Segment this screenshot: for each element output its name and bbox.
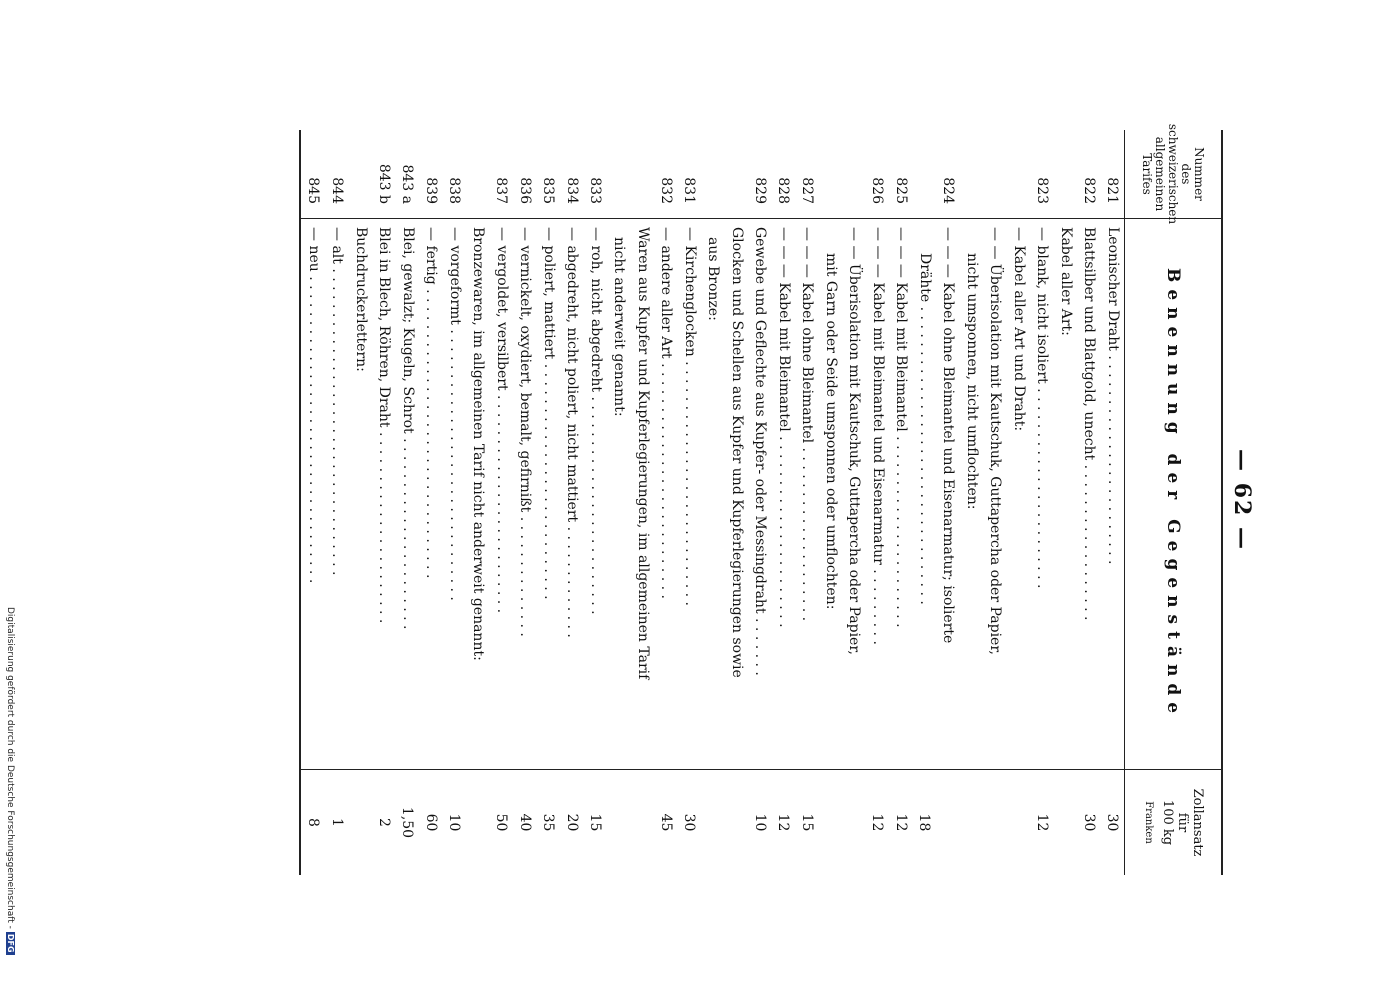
row-description: Glocken und Schellen aus Kupfer und Kupferlegierungen sowie: [725, 218, 749, 770]
row-rate: 15: [587, 813, 604, 832]
row-number: 835: [540, 177, 557, 204]
row-rate: 10: [446, 813, 463, 832]
row-description: — — — Kabel mit Bleimantel . . . . . . . . . . . . . . . . . . . . . .: [889, 218, 913, 770]
table-row: [748, 130, 772, 875]
row-description: — blank, nicht isoliert . . . . . . . . . . . . . . . . . . . . . . .: [1030, 218, 1054, 770]
table-row: [889, 130, 913, 875]
row-number: 831: [681, 177, 698, 204]
row-number: 825: [892, 177, 909, 204]
row-number: 821: [1104, 177, 1121, 204]
row-rate: 20: [563, 813, 580, 832]
table-row: [1030, 130, 1054, 875]
table-row: [866, 130, 890, 875]
dfg-logo: DFG: [6, 933, 15, 953]
row-description: — — — Kabel mit Bleimantel und Eisenarmatur . . . . . . . . .: [866, 218, 890, 770]
row-number: 827: [798, 177, 815, 204]
table-row: [960, 130, 984, 875]
row-description: Leonischer Draht . . . . . . . . . . . . . . . . . . . . . . . .: [1101, 218, 1125, 770]
table-header: [1124, 123, 1221, 875]
row-rate: 45: [657, 813, 674, 832]
row-description: aus Bronze:: [701, 218, 725, 770]
table-row: [772, 130, 796, 875]
row-description: Blei in Blech, Röhren, Draht . . . . . . . . . . . . . . . . . . . . . .: [372, 218, 396, 770]
row-number: 829: [751, 177, 768, 204]
table-row: [325, 130, 349, 875]
header-rate-column: Zollansatz für 100 kg Franken: [1143, 788, 1205, 857]
row-description: — — — Kabel ohne Bleimantel und Eisenarmatur; isolierte: [936, 218, 960, 770]
table-row: [1077, 130, 1101, 875]
table-row: [701, 130, 725, 875]
row-rate: 1,50: [399, 806, 416, 839]
row-description: — — Überisolation mit Kautschuk, Guttapercha oder Papier,: [983, 218, 1007, 770]
row-description: nicht umsponnen, nicht umflochten:: [960, 218, 984, 770]
row-number: 826: [869, 177, 886, 204]
table-row: [678, 130, 702, 875]
page-number: — 62 —: [1229, 449, 1255, 551]
table-row: [513, 130, 537, 875]
row-description: — roh, nicht abgedreht . . . . . . . . . . . . . . . . . . . . . . . . .: [584, 218, 608, 770]
row-rate: 15: [798, 813, 815, 832]
row-number: 845: [305, 177, 322, 204]
row-rate: 12: [775, 813, 792, 832]
row-rate: 8: [305, 818, 322, 827]
table-row: [983, 130, 1007, 875]
row-description: nicht anderweit genannt:: [607, 218, 631, 770]
row-number: 836: [516, 177, 533, 204]
row-description: — andere aller Art . . . . . . . . . . . . . . . . . . . . . . . . . . .: [654, 218, 678, 770]
row-rate: 35: [540, 813, 557, 832]
table-row: [537, 130, 561, 875]
row-number: 839: [422, 177, 439, 204]
row-description: Blei, gewalzt; Kugeln, Schrot . . . . . . . . . . . . . . . . . . . . . .: [396, 218, 420, 770]
row-description: — vergoldet, versilbert . . . . . . . . . . . . . . . . . . . . . . . . .: [490, 218, 514, 770]
row-number: 824: [939, 177, 956, 204]
row-number: 843 a: [399, 164, 416, 204]
row-description: — poliert, mattiert . . . . . . . . . . . . . . . . . . . . . . . . . . .: [537, 218, 561, 770]
table-row: [1101, 130, 1125, 875]
table-row: [349, 130, 373, 875]
table-row: [490, 130, 514, 875]
row-number: 833: [587, 177, 604, 204]
table-row: [795, 130, 819, 875]
row-description: — vorgeformt . . . . . . . . . . . . . . . . . . . . . . . . . . . . . . .: [443, 218, 467, 770]
table-row: [842, 130, 866, 875]
header-name-column: Benennung der Gegenstände: [1125, 219, 1221, 770]
row-number: 838: [446, 177, 463, 204]
table-row: [725, 130, 749, 875]
table-row: [396, 130, 420, 875]
row-description: — — — Kabel ohne Bleimantel . . . . . . . . . . . . . . . . . . . .: [795, 218, 819, 770]
row-description: Kabel aller Art:: [1054, 218, 1078, 770]
table-row: [631, 130, 655, 875]
row-description: Blattsilber und Blattgold, unecht . . . . . . . . . . . . . . . . . .: [1077, 218, 1101, 770]
row-description: Drähte . . . . . . . . . . . . . . . . . . . . . . . . . . . . . . . . . .: [913, 218, 937, 770]
row-description: — — Überisolation mit Kautschuk, Guttapercha oder Papier,: [842, 218, 866, 770]
tariff-table: [300, 123, 1224, 875]
table-row: [584, 130, 608, 875]
table-row: [419, 130, 443, 875]
row-description: — Kabel aller Art und Draht:: [1007, 218, 1031, 770]
row-description: — vernickelt, oxydiert, bemalt, gefirnißt . . . . . . . . . . . . . .: [513, 218, 537, 770]
table-row: [607, 130, 631, 875]
row-number: 823: [1033, 177, 1050, 204]
dfg-credit: Digitalisierung gefördert durch die Deutsche Forschungsgemeinschaft -DFG: [5, 607, 15, 953]
row-rate: 60: [422, 813, 439, 832]
row-rate: 12: [869, 813, 886, 832]
row-description: — alt . . . . . . . . . . . . . . . . . . . . . . . . . . . . . . . . . . .: [325, 218, 349, 770]
row-description: — neu . . . . . . . . . . . . . . . . . . . . . . . . . . . . . . . . . . .: [302, 218, 326, 770]
row-description: Gewebe und Geflechte aus Kupfer- oder Messingdraht . . . . . . .: [748, 218, 772, 770]
row-rate: 1: [328, 818, 345, 827]
table-row: [372, 130, 396, 875]
row-description: Bronzewaren, im allgemeinen Tarif nicht anderweit genannt:: [466, 218, 490, 770]
row-number: 832: [657, 177, 674, 204]
row-rate: 18: [916, 813, 933, 832]
row-rate: 50: [493, 813, 510, 832]
row-description: — fertig . . . . . . . . . . . . . . . . . . . . . . . . . . . . . . . . .: [419, 218, 443, 770]
row-rate: 30: [681, 813, 698, 832]
row-rate: 40: [516, 813, 533, 832]
table-row: [443, 130, 467, 875]
table-row: [819, 130, 843, 875]
table-row: [302, 130, 326, 875]
row-number: 828: [775, 177, 792, 204]
row-rate: 12: [1033, 813, 1050, 832]
row-rate: 10: [751, 813, 768, 832]
row-rate: 12: [892, 813, 909, 832]
row-number: 822: [1080, 177, 1097, 204]
table-row: [1054, 130, 1078, 875]
row-rate: 2: [375, 818, 392, 827]
table-row: [1007, 130, 1031, 875]
row-rate: 30: [1104, 813, 1121, 832]
row-description: — Kirchenglocken . . . . . . . . . . . . . . . . . . . . . . . . . . . .: [678, 218, 702, 770]
row-description: mit Garn oder Seide umsponnen oder umflochten:: [819, 218, 843, 770]
table-row: [466, 130, 490, 875]
row-description: Waren aus Kupfer und Kupferlegierungen, im allgemeinen Tarif: [631, 218, 655, 770]
row-description: Buchdruckerlettern:: [349, 218, 373, 770]
table-row: [913, 130, 937, 875]
row-description: — abgedreht, nicht poliert, nicht mattiert . . . . . . . . . . . . .: [560, 218, 584, 770]
header-number-column: Nummer des schweizerischen allgemeinen Tarifes: [1125, 130, 1221, 219]
row-description: — — — Kabel mit Bleimantel . . . . . . . . . . . . . . . . . . . . . .: [772, 218, 796, 770]
table-body: [302, 130, 1125, 875]
row-number: 843 b: [375, 163, 392, 204]
row-number: 834: [563, 177, 580, 204]
row-number: 844: [328, 177, 345, 204]
table-row: [936, 130, 960, 875]
row-rate: 30: [1080, 813, 1097, 832]
row-number: 837: [493, 177, 510, 204]
table-row: [654, 130, 678, 875]
table-row: [560, 130, 584, 875]
